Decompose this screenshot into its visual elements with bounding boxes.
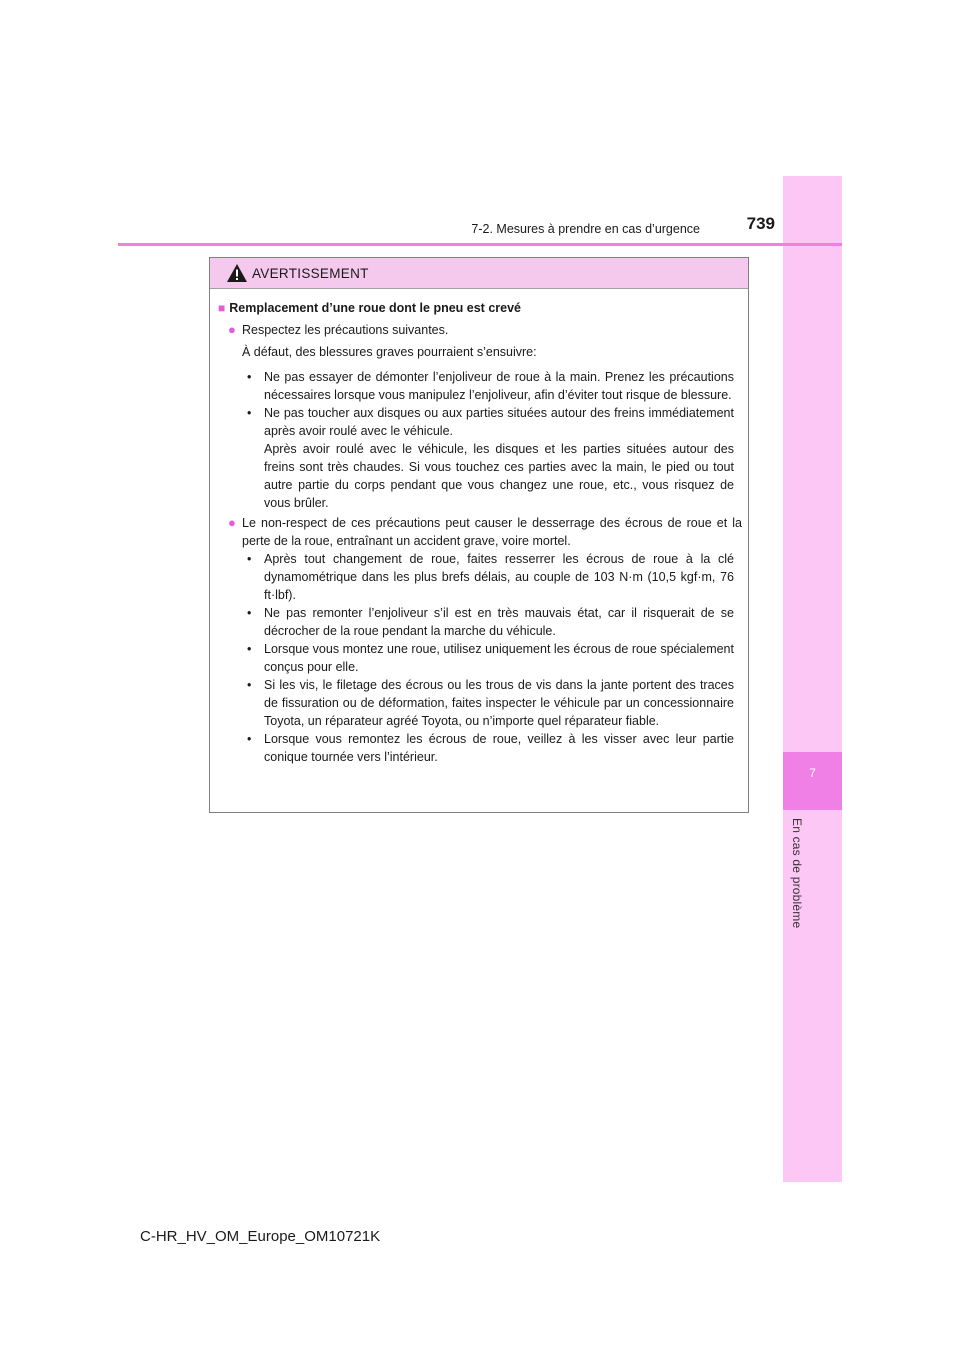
list-item: • Lorsque vous montez une roue, utilisez uniquement les écrous de roue spécialement conçus pour elle.	[242, 640, 734, 676]
list-item: • Ne pas remonter l’enjoliveur s’il est en très mauvais état, car il risquerait de se décrocher de la roue pendant la marche du véhicule.	[242, 604, 734, 640]
warning-box	[209, 257, 749, 813]
section-title: 7-2. Mesures à prendre en cas d’urgence	[471, 222, 700, 236]
list-item: • Ne pas toucher aux disques ou aux parties situées autour des freins immédiatement après avoir roulé avec le véhicule.	[242, 404, 734, 440]
precaution-note: À défaut, des blessures graves pourraient s’ensuivre:	[242, 345, 537, 359]
warning-triangle-icon	[226, 263, 248, 283]
circle-bullet-icon: ●	[228, 515, 236, 530]
square-bullet-icon: ■	[218, 301, 226, 315]
wheel-nut-list	[242, 550, 734, 766]
precaution-list	[242, 368, 734, 512]
warning-header	[210, 258, 748, 289]
chapter-side-tab	[783, 176, 842, 1182]
list-item: • Lorsque vous remontez les écrous de roue, veillez à les visser avec leur partie conique tournée vers l’intérieur.	[242, 730, 734, 766]
consequence-item: ● Le non-respect de ces précautions peut causer le desserrage des écrous de roue et la perte de la roue, entraînant un accident grave, voire mortel.	[228, 515, 742, 548]
warning-body	[210, 289, 748, 766]
header-divider	[118, 243, 842, 246]
warning-subheading: ■ Remplacement d’une roue dont le pneu est crevé	[218, 301, 521, 315]
chapter-title: En cas de problème	[790, 818, 804, 929]
warning-title: AVERTISSEMENT	[252, 265, 369, 281]
precaution-item: ● Respectez les précautions suivantes.	[228, 322, 449, 337]
list-item-continuation: Après avoir roulé avec le véhicule, les disques et les parties situées autour des freins sont très chaudes. Si vous touchez ces parties avec la main, le pied ou tout autre partie du corps pendant que vous changez une roue, etc., vous risquez de vous brûler.	[264, 442, 734, 510]
page-number: 739	[746, 214, 775, 233]
list-item: • Si les vis, le filetage des écrous ou les trous de vis dans la jante portent des traces de fissuration ou de déformation, faites inspecter le véhicule par un concessionnaire Toyota, un réparateur agréé Toyota, ou n’importe quel réparateur fiable.	[242, 676, 734, 730]
list-item: • Après tout changement de roue, faites resserrer les écrous de roue à la clé dynamométrique dans les plus brefs délais, au couple de 103 N·m (10,5 kgf·m, 76 ft·lbf).	[242, 550, 734, 604]
document-code: C-HR_HV_OM_Europe_OM10721K	[140, 1228, 381, 1245]
chapter-number-box	[783, 752, 842, 810]
list-item: • Ne pas essayer de démonter l’enjoliveur de roue à la main. Prenez les précautions nécessaires lorsque vous manipulez l’enjoliveur, afin d’éviter tout risque de blessure.	[242, 368, 734, 404]
chapter-number: 7	[809, 766, 816, 780]
circle-bullet-icon: ●	[228, 322, 236, 337]
